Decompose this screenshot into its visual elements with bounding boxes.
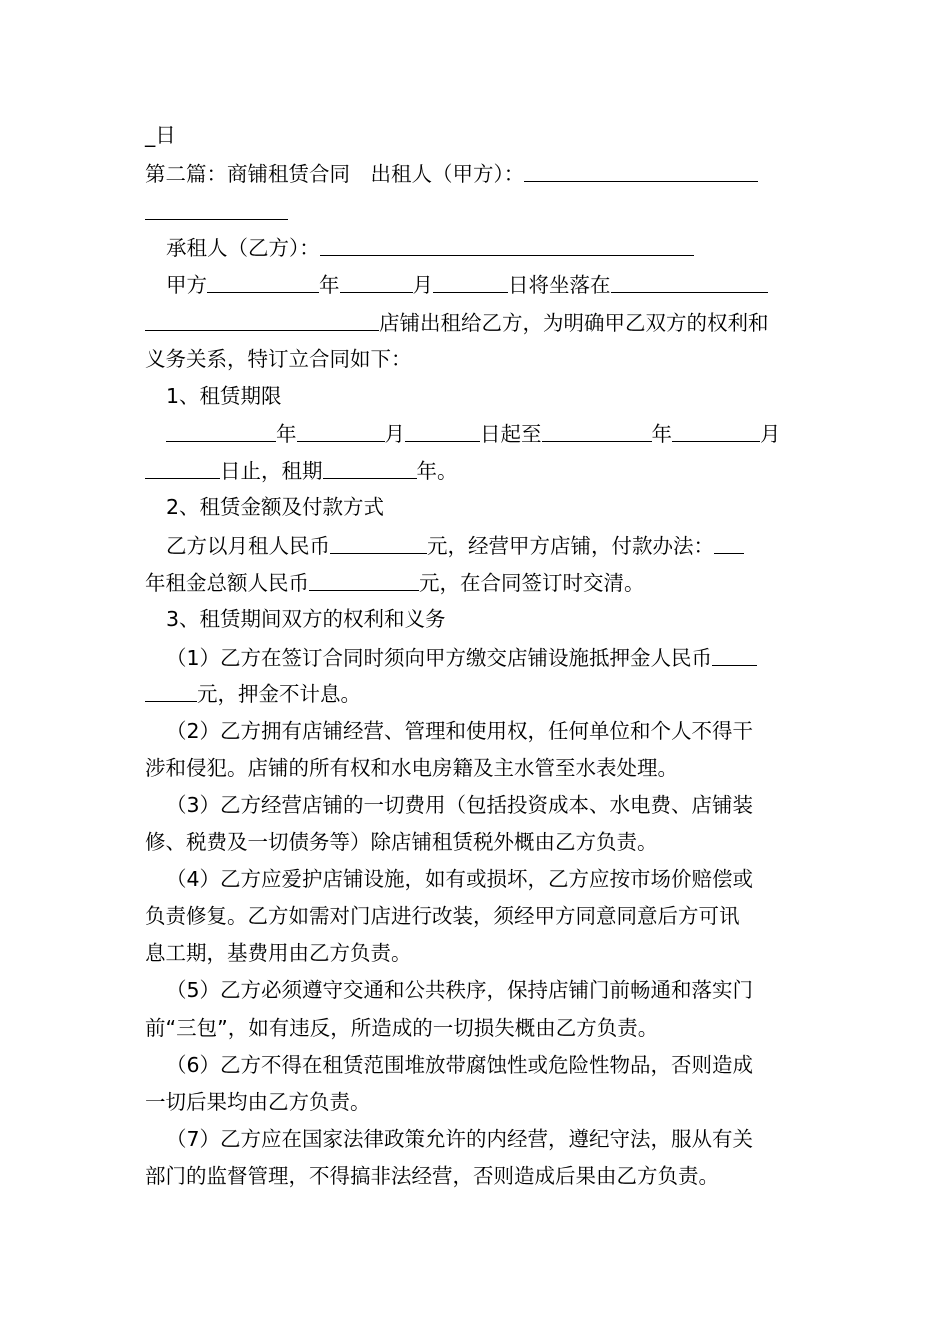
clause-3-line-1: （3）乙方经营店铺的一切费用（包括投资成本、水电费、店铺装 [166, 793, 754, 817]
month-blank [340, 272, 413, 293]
clause-2-line-2: 涉和侵犯。店铺的所有权和水电房籍及主水管至水表处理。 [145, 756, 678, 780]
end-day-blank [145, 458, 220, 479]
line-lessee: 承租人（乙方）： [166, 235, 694, 260]
deposit-blank [712, 645, 757, 666]
year-blank [207, 272, 319, 293]
location-blank [611, 272, 768, 293]
line-lease-period: 年 月 日起至 年 月 [166, 421, 781, 446]
heading-lease-term: 1、租赁期限 [166, 384, 282, 408]
clause-4-line-1: （4）乙方应爱护店铺设施，如有或损坏，乙方应按市场价赔偿或 [166, 867, 754, 891]
line-date-end: _日 [145, 123, 176, 147]
start-year-blank [166, 421, 276, 442]
start-day-blank [405, 421, 480, 442]
end-month-blank [672, 421, 760, 442]
payment-method-blank [714, 533, 744, 554]
clause-5-line-2: 前“三包”，如有违反，所造成的一切损失概由乙方负责。 [145, 1016, 659, 1040]
clause-2-line-1: （2）乙方拥有店铺经营、管理和使用权，任何单位和个人不得干 [166, 719, 754, 743]
clause-6-line-2: 一切后果均由乙方负责。 [145, 1090, 371, 1114]
heading-rent-payment: 2、租赁金额及付款方式 [166, 495, 385, 519]
deposit-blank-cont [145, 681, 197, 702]
heading-rights-duties: 3、租赁期间双方的权利和义务 [166, 607, 446, 631]
line-store-rent: 店铺出租给乙方，为明确甲乙双方的权利和 [145, 310, 769, 335]
start-month-blank [297, 421, 385, 442]
term-years-blank [323, 458, 417, 479]
clause-1-line-2: 元，押金不计息。 [145, 681, 361, 706]
clause-6-line-1: （6）乙方不得在租赁范围堆放带腐蚀性或危险性物品，否则造成 [166, 1053, 754, 1077]
line-blank-continuation [145, 199, 288, 224]
clause-1-line-1: （1）乙方在签订合同时须向甲方缴交店铺设施抵押金人民币 [166, 645, 757, 670]
lessor-name-blank [524, 161, 758, 182]
location-blank-cont [145, 310, 379, 331]
line-party-a-date: 甲方 年 月 日将坐落在 [166, 272, 768, 297]
end-year-blank [542, 421, 652, 442]
clause-5-line-1: （5）乙方必须遵守交通和公共秩序，保持店铺门前畅通和落实门 [166, 978, 754, 1002]
lessee-name-blank [320, 235, 694, 256]
line-obligations-intro: 义务关系，特订立合同如下： [145, 347, 412, 371]
line-contract-title: 第二篇：商铺租赁合同 出租人（甲方）： [145, 161, 758, 186]
line-monthly-rent: 乙方以月租人民币 元，经营甲方店铺，付款办法： [166, 533, 744, 558]
clause-3-line-2: 修、税费及一切债务等）除店铺租赁税外概由乙方负责。 [145, 830, 658, 854]
monthly-rent-blank [330, 533, 427, 554]
clause-4-line-2: 负责修复。乙方如需对门店进行改装，须经甲方同意同意后方可讯 [145, 904, 740, 928]
clause-7-line-2: 部门的监督管理，不得搞非法经营，否则造成后果由乙方负责。 [145, 1164, 719, 1188]
clause-7-line-1: （7）乙方应在国家法律政策允许的内经营，遵纪守法，服从有关 [166, 1127, 754, 1151]
lessor-name-blank-cont [145, 199, 288, 220]
line-lease-period-end: 日止，租期 年。 [145, 458, 458, 483]
clause-4-line-3: 息工期，基费用由乙方负责。 [145, 941, 412, 965]
annual-rent-blank [309, 570, 419, 591]
day-blank [433, 272, 508, 293]
line-annual-rent: 年租金总额人民币 元，在合同签订时交清。 [145, 571, 645, 595]
